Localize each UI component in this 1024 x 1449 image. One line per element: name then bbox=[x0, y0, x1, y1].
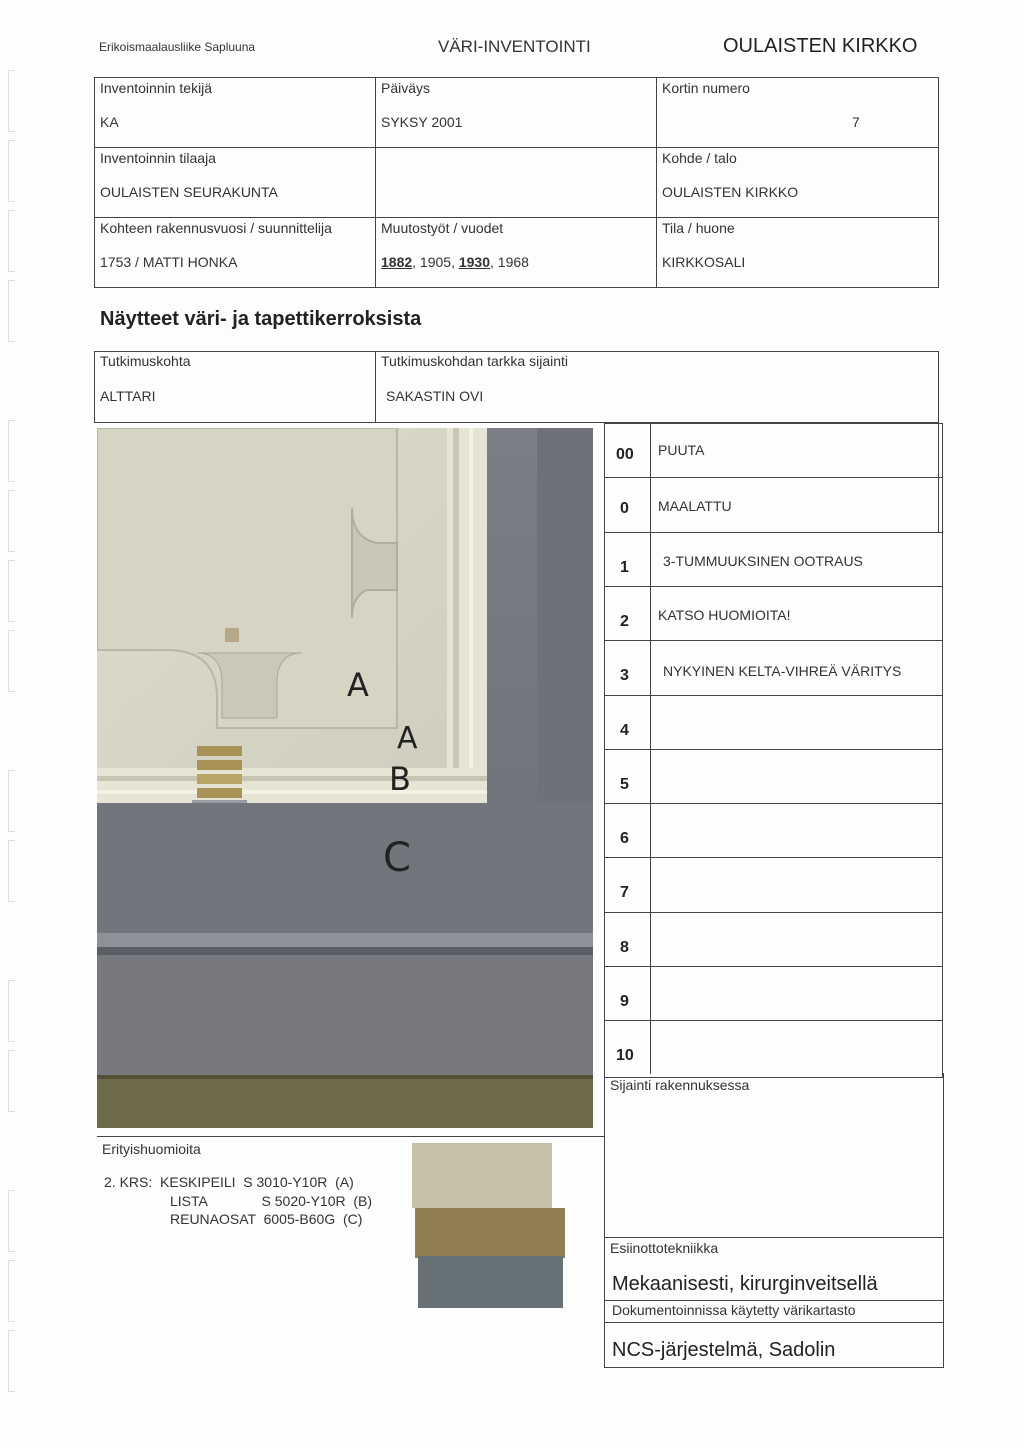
layer-number: 2 bbox=[620, 612, 629, 630]
layer-number: 10 bbox=[616, 1047, 634, 1065]
layer-description: NYKYINEN KELTA-VIHREÄ VÄRITYS bbox=[663, 663, 902, 680]
layers-table bbox=[604, 423, 943, 1078]
photo-mark-c: C bbox=[383, 835, 411, 881]
notes-line-2: LISTA S 5020-Y10R (B) bbox=[170, 1193, 373, 1209]
date-label: Päiväys bbox=[381, 80, 431, 96]
sample-photo bbox=[97, 428, 593, 1128]
margin-mark bbox=[8, 1050, 15, 1112]
layer-row bbox=[605, 966, 942, 1020]
notes-line-3: REUNAOSAT 6005-B60G (C) bbox=[170, 1211, 363, 1227]
research-location-label: Tutkimuskohdan tarkka sijainti bbox=[381, 353, 569, 369]
margin-mark bbox=[8, 630, 15, 692]
research-location-value: SAKASTIN OVI bbox=[386, 388, 484, 404]
orderer-value: OULAISTEN SEURAKUNTA bbox=[100, 184, 278, 200]
layer-number: 0 bbox=[620, 500, 629, 518]
changes-label: Muutostyöt / vuodet bbox=[381, 220, 504, 236]
card-number-label: Kortin numero bbox=[662, 80, 750, 96]
changes-sep-1: , 1905, bbox=[412, 254, 459, 270]
layer-number: 1 bbox=[620, 558, 629, 576]
margin-mark bbox=[8, 140, 15, 202]
layer-description: KATSO HUOMIOITA! bbox=[658, 606, 791, 623]
build-value: 1753 / MATTI HONKA bbox=[100, 254, 238, 270]
layer-number: 5 bbox=[620, 775, 629, 793]
margin-mark bbox=[8, 1330, 15, 1392]
layer-row bbox=[605, 803, 942, 857]
changes-year-1930: 1930 bbox=[458, 254, 491, 270]
margin-mark bbox=[8, 1260, 15, 1322]
changes-year-1882: 1882 bbox=[381, 254, 413, 270]
section-title: Näytteet väri- ja tapettikerroksista bbox=[100, 308, 422, 330]
photo-mark-b: B bbox=[389, 760, 411, 798]
margin-mark bbox=[8, 490, 15, 552]
technique-label: Esiinottotekniikka bbox=[610, 1240, 719, 1256]
layer-number: 3 bbox=[620, 667, 629, 685]
atlas-label: Dokumentoinnissa käytetty värikartasto bbox=[612, 1302, 856, 1318]
company-name: Erikoismaalausliike Sapluuna bbox=[99, 40, 256, 54]
margin-mark bbox=[8, 70, 15, 132]
margin-mark bbox=[8, 840, 15, 902]
layer-number: 00 bbox=[616, 446, 634, 463]
margin-mark bbox=[8, 210, 15, 272]
layer-row bbox=[605, 477, 942, 531]
margin-mark bbox=[8, 280, 15, 342]
altar-door-photo bbox=[97, 428, 593, 1128]
layer-number: 9 bbox=[620, 993, 629, 1010]
card-number-value: 7 bbox=[852, 114, 860, 130]
layer-description: MAALATTU bbox=[658, 498, 732, 515]
layer-row bbox=[605, 586, 942, 640]
swatch-a bbox=[412, 1143, 552, 1208]
layer-row bbox=[605, 749, 942, 803]
research-target-label: Tutkimuskohta bbox=[100, 353, 191, 369]
layer-row bbox=[605, 532, 942, 586]
margin-mark bbox=[8, 560, 15, 622]
room-label: Tila / huone bbox=[662, 220, 735, 236]
layer-number: 7 bbox=[620, 884, 629, 902]
date-value: SYKSY 2001 bbox=[381, 114, 463, 130]
layer-description: PUUTA bbox=[658, 442, 705, 458]
layer-row bbox=[605, 1020, 942, 1074]
changes-value bbox=[381, 254, 529, 270]
swatch-b bbox=[415, 1208, 565, 1258]
atlas-value: NCS-järjestelmä, Sadolin bbox=[612, 1339, 836, 1361]
swatch-c bbox=[418, 1256, 563, 1308]
object-label: Kohde / talo bbox=[662, 150, 737, 166]
build-label: Kohteen rakennusvuosi / suunnittelija bbox=[100, 220, 332, 236]
notes-label: Erityishuomioita bbox=[102, 1141, 201, 1157]
layer-number: 6 bbox=[620, 830, 629, 848]
inventor-label: Inventoinnin tekijä bbox=[100, 80, 213, 96]
research-target-value: ALTTARI bbox=[100, 388, 156, 404]
orderer-label: Inventoinnin tilaaja bbox=[100, 150, 216, 166]
margin-mark bbox=[8, 770, 15, 832]
technique-value: Mekaanisesti, kirurginveitsellä bbox=[612, 1273, 878, 1295]
object-value: OULAISTEN KIRKKO bbox=[662, 184, 799, 200]
location-in-building-label: Sijainti rakennuksessa bbox=[610, 1077, 750, 1093]
margin-mark bbox=[8, 980, 15, 1042]
inventor-value: KA bbox=[100, 114, 119, 130]
layer-number: 4 bbox=[620, 721, 629, 739]
changes-sep-2: , 1968 bbox=[490, 254, 529, 270]
layer-row bbox=[605, 695, 942, 749]
photo-mark-a1: A bbox=[347, 666, 369, 704]
church-name: OULAISTEN KIRKKO bbox=[723, 35, 918, 57]
layer-description: 3-TUMMUUKSINEN OOTRAUS bbox=[663, 552, 863, 569]
layer-row bbox=[605, 857, 942, 911]
layer-number: 8 bbox=[620, 938, 629, 956]
document-type: VÄRI-INVENTOINTI bbox=[438, 37, 591, 56]
margin-mark bbox=[8, 420, 15, 482]
room-value: KIRKKOSALI bbox=[662, 254, 746, 270]
photo-mark-a2: A bbox=[397, 721, 418, 756]
notes-line-1: 2. KRS: KESKIPEILI S 3010-Y10R (A) bbox=[104, 1174, 354, 1190]
layer-row bbox=[605, 640, 942, 694]
layer-row bbox=[605, 912, 942, 966]
margin-mark bbox=[8, 1190, 15, 1252]
layer-row bbox=[605, 423, 942, 477]
